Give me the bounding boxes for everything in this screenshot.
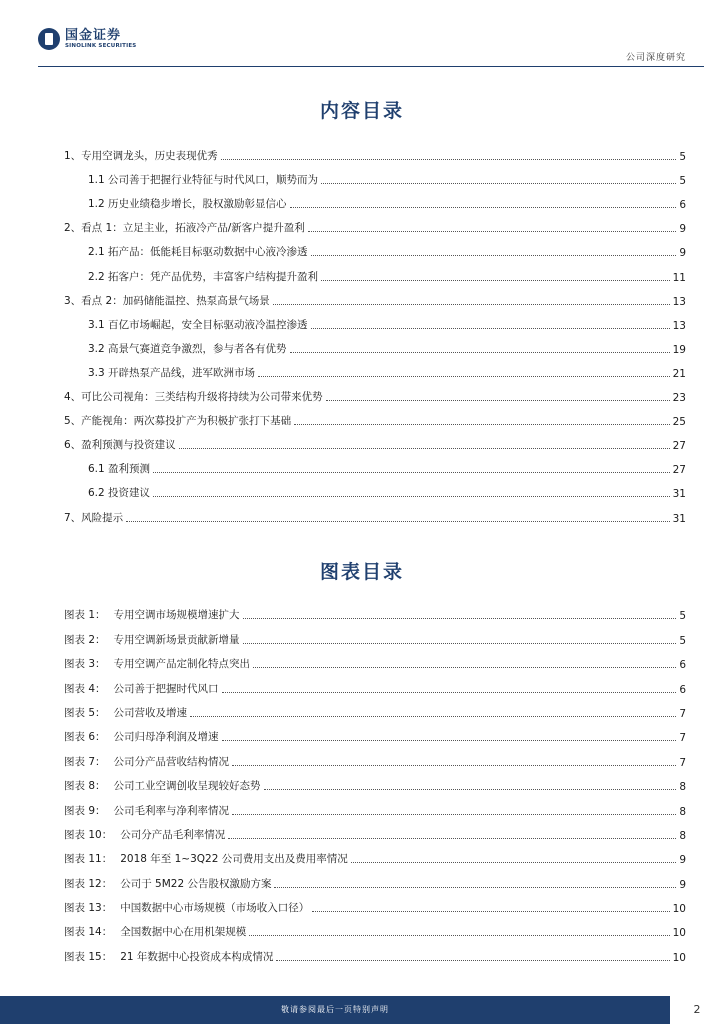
toc-entry-page: 9 — [679, 223, 686, 236]
figure-entry-page: 6 — [679, 683, 686, 696]
figure-entry-text: 公司分产品毛利率情况 — [120, 828, 226, 841]
figure-entry-page: 9 — [679, 854, 686, 867]
dot-leader — [321, 183, 676, 184]
figure-entry-label: 图表 1： — [64, 609, 106, 622]
toc-entry-page: 31 — [672, 488, 686, 501]
toc-entry[interactable] — [64, 428, 686, 452]
figure-entry-text: 公司工业空调创收呈现较好态势 — [113, 780, 261, 793]
toc-entry[interactable] — [64, 404, 686, 428]
figure-entry[interactable] — [64, 622, 686, 646]
page-number: 2 — [693, 1003, 701, 1016]
toc-entry-text: 2、看点 1：立足主业，拓液冷产品/新客户提升盈利 — [64, 222, 305, 235]
figure-entry-page: 8 — [679, 781, 686, 794]
toc-entry-text: 2.2 拓客户：凭产品优势，丰富客户结构提升盈利 — [88, 270, 319, 283]
toc-entry-text: 1.2 历史业绩稳步增长，股权激励彰显信心 — [88, 198, 287, 211]
dot-leader — [153, 472, 670, 473]
dot-leader — [232, 814, 676, 815]
dot-leader — [190, 716, 676, 717]
toc-entry-text: 3.2 高景气赛道竞争激烈，参与者各有优势 — [88, 342, 287, 355]
toc-entry[interactable] — [64, 308, 686, 332]
dot-leader — [179, 448, 670, 449]
toc-entry-text: 6.2 投资建议 — [88, 487, 151, 500]
dot-leader — [126, 521, 669, 522]
figure-entry-label: 图表 13： — [64, 902, 113, 915]
figure-entry-text: 中国数据中心市场规模（市场收入口径） — [120, 902, 310, 915]
toc-entry[interactable] — [64, 139, 686, 163]
logo-chinese-name: 国金证券 — [65, 27, 122, 43]
figure-entry[interactable] — [64, 744, 686, 768]
toc-entry-page: 11 — [672, 271, 686, 284]
figure-entry-text: 2018 年至 1~3Q22 公司费用支出及费用率情况 — [120, 853, 348, 866]
toc-entry-text: 3.3 开辟热泵产品线，进军欧洲市场 — [88, 366, 256, 379]
figure-entry-label: 图表 15： — [64, 950, 113, 963]
header-divider — [38, 66, 704, 67]
toc-entry-page: 9 — [679, 247, 686, 260]
toc-entry-page: 13 — [672, 295, 686, 308]
figure-entry-label: 图表 12： — [64, 877, 113, 890]
toc-entry-page: 5 — [679, 151, 686, 164]
figure-entry[interactable] — [64, 866, 686, 890]
dot-leader — [222, 692, 677, 693]
toc-entry[interactable] — [64, 284, 686, 308]
dot-leader — [294, 424, 669, 425]
figure-entry-text: 专用空调市场规模增速扩大 — [113, 609, 240, 622]
figure-entry-label: 图表 7： — [64, 755, 106, 768]
toc-entry[interactable] — [64, 380, 686, 404]
figure-entry[interactable] — [64, 915, 686, 939]
figure-entry[interactable] — [64, 842, 686, 866]
toc-entry[interactable] — [64, 235, 686, 259]
dot-leader — [249, 935, 669, 936]
figure-entry-text: 公司营收及增速 — [113, 706, 188, 719]
figure-entry-page: 5 — [679, 610, 686, 623]
toc-entry[interactable] — [64, 259, 686, 283]
toc-entry-text: 4、可比公司视角：三类结构升级将持续为公司带来优势 — [64, 391, 323, 404]
toc-list — [64, 139, 686, 525]
figure-entry-page: 6 — [679, 659, 686, 672]
figure-entry-label: 图表 14： — [64, 926, 113, 939]
figure-entry[interactable] — [64, 939, 686, 963]
figure-entry[interactable] — [64, 769, 686, 793]
toc-entry-page: 19 — [672, 343, 686, 356]
toc-entry[interactable] — [64, 500, 686, 524]
dot-leader — [326, 400, 670, 401]
dot-leader — [351, 862, 677, 863]
dot-leader — [311, 255, 677, 256]
figure-entry[interactable] — [64, 818, 686, 842]
figure-entry-page: 7 — [679, 732, 686, 745]
figure-entry-text: 公司善于把握时代风口 — [113, 682, 219, 695]
dot-leader — [243, 643, 677, 644]
toc-entry-text: 7、风险提示 — [64, 511, 124, 524]
figure-entry-page: 8 — [679, 829, 686, 842]
figure-entry-text: 专用空调产品定制化特点突出 — [113, 658, 251, 671]
footer-disclaimer: 敬请参阅最后一页特别声明 — [281, 1005, 389, 1014]
dot-leader — [222, 740, 677, 741]
figure-entry[interactable] — [64, 793, 686, 817]
figure-entry-label: 图表 6： — [64, 731, 106, 744]
toc-entry-page: 13 — [672, 319, 686, 332]
figure-entry-page: 10 — [672, 903, 686, 916]
dot-leader — [153, 496, 670, 497]
toc-entry-text: 1、专用空调龙头，历史表现优秀 — [64, 150, 218, 163]
dot-leader — [290, 352, 670, 353]
toc-entry-page: 31 — [672, 512, 686, 525]
toc-title: 内容目录 — [319, 100, 404, 122]
figure-entry-label: 图表 5： — [64, 706, 106, 719]
figure-entry-label: 图表 4： — [64, 682, 106, 695]
dot-leader — [243, 618, 677, 619]
figure-entry-label: 图表 3： — [64, 658, 106, 671]
figure-entry-label: 图表 2： — [64, 633, 106, 646]
dot-leader — [264, 789, 677, 790]
figure-entry-text: 全国数据中心在用机架规模 — [120, 926, 247, 939]
figure-entry-text: 21 年数据中心投资成本构成情况 — [120, 950, 274, 963]
figure-entry[interactable] — [64, 720, 686, 744]
figure-entry-text: 公司分产品营收结构情况 — [113, 755, 230, 768]
figure-entry-page: 5 — [679, 634, 686, 647]
page-header — [0, 0, 724, 70]
figure-entry[interactable] — [64, 598, 686, 622]
figure-entry-page: 7 — [679, 756, 686, 769]
figures-list — [64, 598, 686, 964]
toc-entry-page: 23 — [672, 392, 686, 405]
dot-leader — [274, 887, 676, 888]
page-footer — [0, 996, 724, 1024]
toc-entry-page: 25 — [672, 416, 686, 429]
toc-entry[interactable] — [64, 356, 686, 380]
dot-leader — [290, 207, 677, 208]
dot-leader — [232, 765, 676, 766]
toc-entry-page: 27 — [672, 440, 686, 453]
toc-entry[interactable] — [64, 452, 686, 476]
toc-entry[interactable] — [64, 332, 686, 356]
figure-entry-label: 图表 9： — [64, 804, 106, 817]
toc-entry[interactable] — [64, 476, 686, 500]
figure-entry-label: 图表 8： — [64, 780, 106, 793]
toc-entry-text: 6、盈利预测与投资建议 — [64, 439, 176, 452]
logo-english-name: SINOLINK SECURITIES — [65, 42, 137, 49]
figure-entry[interactable] — [64, 891, 686, 915]
toc-entry-page: 21 — [672, 367, 686, 380]
figure-entry-label: 图表 10： — [64, 828, 113, 841]
figure-entry-text: 公司于 5M22 公告股权激励方案 — [120, 877, 272, 890]
toc-entry-text: 3.1 百亿市场崛起，安全目标驱动液冷温控渗透 — [88, 318, 308, 331]
figure-entry-page: 9 — [679, 878, 686, 891]
toc-entry-text: 6.1 盈利预测 — [88, 463, 151, 476]
toc-entry-page: 5 — [679, 175, 686, 188]
toc-entry-text: 5、产能视角：两次募投扩产为积极扩张打下基础 — [64, 415, 292, 428]
toc-entry-page: 6 — [679, 199, 686, 212]
figure-entry-text: 公司归母净利润及增速 — [113, 731, 219, 744]
dot-leader — [276, 960, 669, 961]
figure-entry[interactable] — [64, 671, 686, 695]
toc-entry-text: 1.1 公司善于把握行业特征与时代风口，顺势而为 — [88, 174, 319, 187]
dot-leader — [253, 667, 676, 668]
toc-entry-text: 2.1 拓产品：低能耗目标驱动数据中心液冷渗透 — [88, 246, 308, 259]
toc-entry[interactable] — [64, 163, 686, 187]
dot-leader — [228, 838, 676, 839]
figure-entry-text: 专用空调新场景贡献新增量 — [113, 633, 240, 646]
figure-entry-page: 7 — [679, 707, 686, 720]
toc-entry-page: 27 — [672, 464, 686, 477]
figure-entry[interactable] — [64, 696, 686, 720]
dot-leader — [221, 159, 677, 160]
dot-leader — [321, 280, 670, 281]
dot-leader — [311, 328, 670, 329]
dot-leader — [312, 911, 669, 912]
figure-entry-label: 图表 11： — [64, 853, 113, 866]
dot-leader — [258, 376, 670, 377]
figure-entry[interactable] — [64, 647, 686, 671]
company-logo — [38, 28, 136, 50]
logo-icon — [38, 28, 60, 50]
dot-leader — [308, 231, 677, 232]
figure-entry-page: 10 — [672, 951, 686, 964]
toc-entry-text: 3、看点 2：加码储能温控、热泵高景气场景 — [64, 294, 270, 307]
figure-entry-text: 公司毛利率与净利率情况 — [113, 804, 230, 817]
figures-title: 图表目录 — [319, 561, 404, 583]
figure-entry-page: 8 — [679, 805, 686, 818]
toc-entry[interactable] — [64, 187, 686, 211]
report-type: 公司深度研究 — [625, 53, 686, 63]
toc-entry[interactable] — [64, 211, 686, 235]
dot-leader — [273, 304, 670, 305]
figure-entry-page: 10 — [672, 927, 686, 940]
